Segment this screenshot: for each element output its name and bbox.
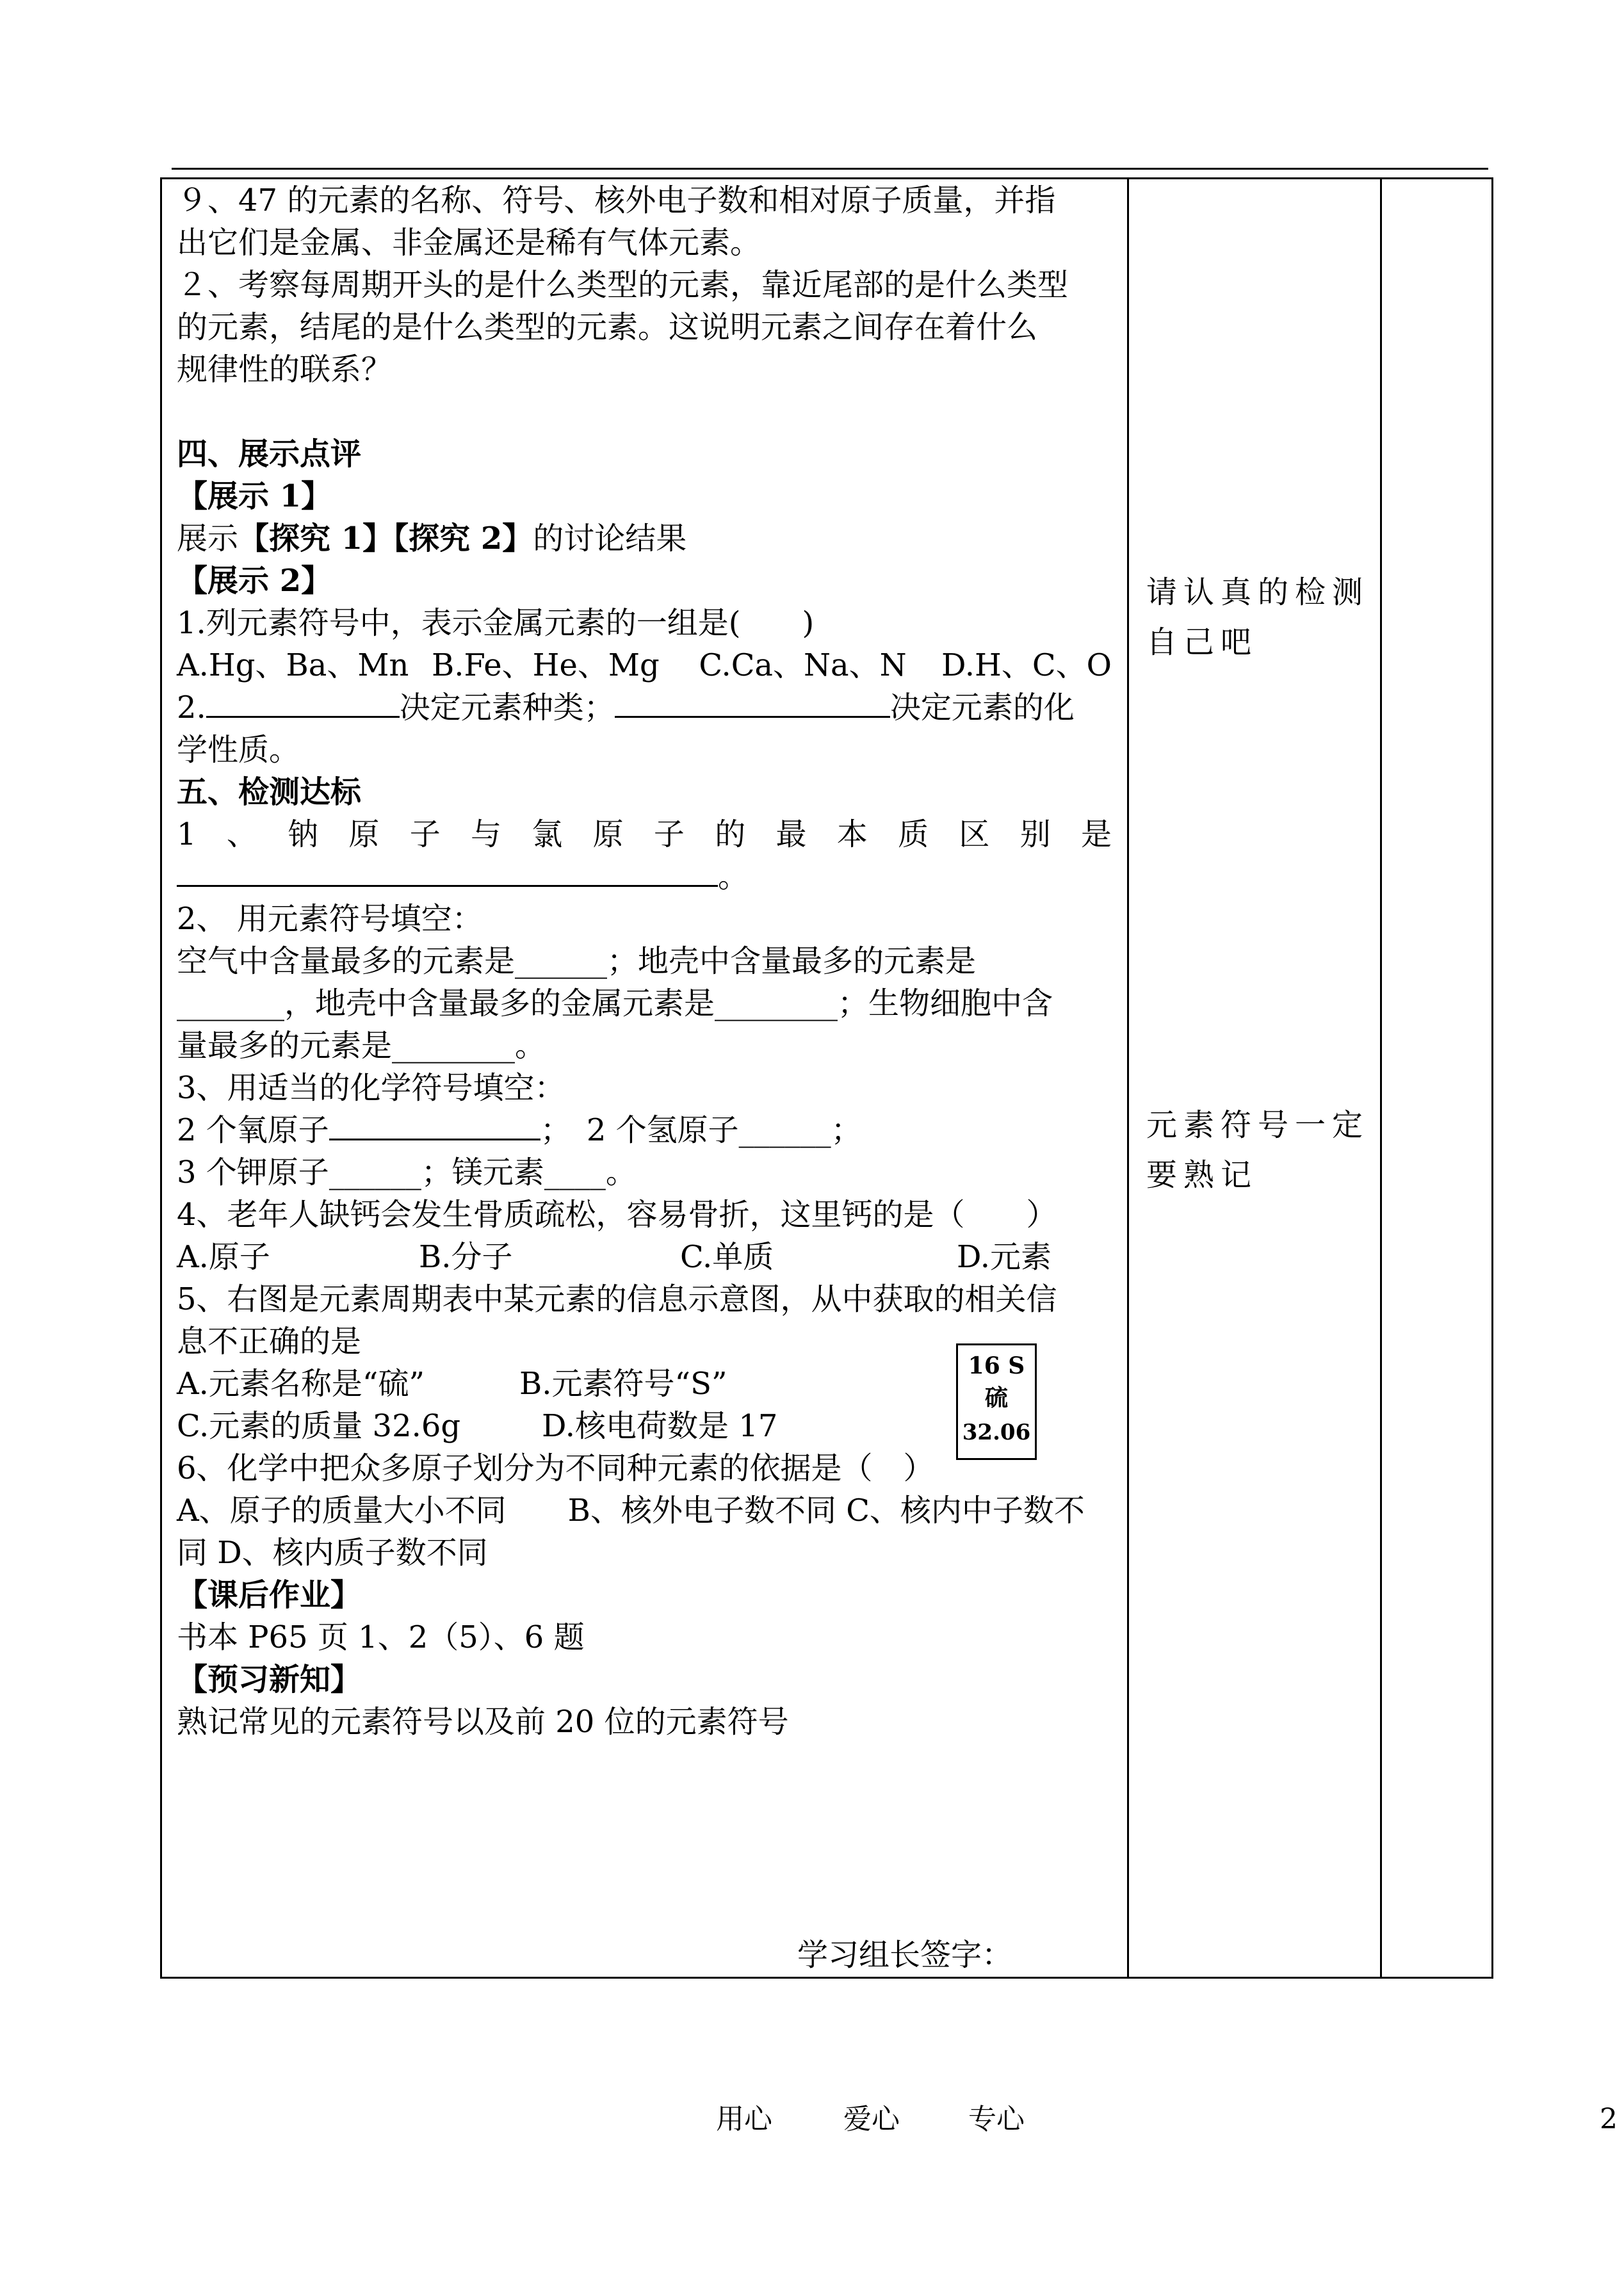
display-1-text: 展示【探究 1】【探究 2】的讨论结果 bbox=[177, 521, 687, 556]
option-d: D.H、C、O bbox=[941, 647, 1112, 683]
column-divider-1 bbox=[1127, 177, 1129, 1979]
display-2-title: 【展示 2】 bbox=[177, 563, 332, 599]
element-name: 硫 bbox=[984, 1384, 1008, 1411]
question-line: 的元素，结尾的是什么类型的元素。这说明元素之间存在着什么 bbox=[177, 309, 1038, 345]
option-a: A.Hg、Ba、Mn bbox=[177, 647, 409, 683]
test-question-1: 1 、 钠 原 子 与 氯 原 子 的 最 本 质 区 别 是 bbox=[177, 816, 1112, 852]
option-a: A.原子 bbox=[177, 1239, 270, 1275]
display-2-question-2-cont: 学性质。 bbox=[177, 732, 300, 768]
test-question-3-line: 2 个氧原子 ； 2 个氢原子______； bbox=[177, 1109, 1112, 1151]
test-question-5: 5、右图是元素周期表中某元素的信息示意图，从中获取的相关信 bbox=[177, 1281, 1057, 1317]
test-question-6-options: A、原子的质量大小不同 B、核外电子数不同 C、核内中子数不 bbox=[177, 1493, 1085, 1529]
test-question-5-options: A.元素名称是“硫” B.元素符号“S” bbox=[177, 1366, 727, 1402]
homework-title: 【课后作业】 bbox=[177, 1577, 362, 1613]
test-question-4-options bbox=[177, 1236, 1112, 1278]
answer-blank bbox=[615, 688, 890, 718]
footer-word-1: 用心 bbox=[716, 2103, 772, 2136]
test-question-5-options: C.元素的质量 32.6g D.核电荷数是 17 bbox=[177, 1408, 778, 1444]
test-question-4: 4、老年人缺钙会发生骨质疏松，容易骨折，这里钙的是（ ） bbox=[177, 1197, 1057, 1233]
test-question-2-title: 2、 用元素符号填空： bbox=[177, 901, 483, 937]
answer-blank bbox=[177, 857, 718, 887]
section-title-display: 四、展示点评 bbox=[177, 436, 362, 472]
preview-title: 【预习新知】 bbox=[177, 1662, 362, 1698]
side-note-check: 请认真的检测 自己吧 bbox=[1146, 574, 1370, 660]
element-number-symbol: 16 S bbox=[968, 1352, 1025, 1379]
page-number: 2 bbox=[1600, 2103, 1618, 2136]
option-d: D.元素 bbox=[957, 1239, 1052, 1275]
question-line: 出它们是金属、非金属还是稀有气体元素。 bbox=[177, 225, 761, 261]
option-b: B.Fe、He、Mg bbox=[432, 647, 660, 683]
display-2-question-1: 1.列元素符号中，表示金属元素的一组是( ) bbox=[177, 605, 815, 641]
preview-text: 熟记常见的元素符号以及前 20 位的元素符号 bbox=[177, 1704, 789, 1740]
test-question-6-options: 同 D、核内质子数不同 bbox=[177, 1535, 488, 1571]
question-line: 规律性的联系？ bbox=[177, 352, 393, 387]
option-c: C.Ca、Na、N bbox=[699, 647, 907, 683]
section-title-test: 五、检测达标 bbox=[177, 774, 362, 810]
footer-word-3: 专心 bbox=[968, 2103, 1025, 2136]
signature-label: 学习组长签字： bbox=[797, 1937, 1013, 1973]
side-note-memorize: 元素符号一定 要熟记 bbox=[1146, 1107, 1370, 1193]
display-2-options bbox=[177, 644, 1112, 686]
display-2-question-2: 2. 决定元素种类； 决定元素的化 bbox=[177, 686, 1112, 729]
option-b: B.分子 bbox=[419, 1239, 513, 1275]
test-question-2-line: 量最多的元素是________。 bbox=[177, 1028, 546, 1064]
main-content-cell bbox=[177, 179, 1112, 1743]
periodic-element-tile bbox=[956, 1343, 1037, 1460]
footer-word-2: 爱心 bbox=[843, 2103, 900, 2136]
header-rule bbox=[172, 168, 1488, 170]
element-mass: 32.06 bbox=[962, 1420, 1031, 1445]
answer-blank bbox=[206, 688, 400, 718]
test-question-1-blank: 。 bbox=[177, 856, 1112, 898]
question-line: ２、考察每周期开头的是什么类型的元素，靠近尾部的是什么类型 bbox=[177, 267, 1069, 303]
test-question-3-title: 3、用适当的化学符号填空： bbox=[177, 1070, 565, 1106]
column-divider-2 bbox=[1380, 177, 1382, 1979]
display-1-title: 【展示 1】 bbox=[177, 478, 332, 514]
answer-blank bbox=[329, 1110, 540, 1140]
test-question-3-line: 3 个钾原子______；镁元素____。 bbox=[177, 1155, 637, 1190]
test-question-6: 6、化学中把众多原子划分为不同种元素的依据是（ ） bbox=[177, 1450, 934, 1486]
test-question-2-line: _______，地壳中含量最多的金属元素是________；生物细胞中含 bbox=[177, 985, 1053, 1021]
option-c: C.单质 bbox=[680, 1239, 774, 1275]
test-question-2-line: 空气中含量最多的元素是______；地壳中含量最多的元素是 bbox=[177, 943, 977, 979]
question-line: ９、47 的元素的名称、符号、核外电子数和相对原子质量，并指 bbox=[177, 182, 1056, 218]
homework-text: 书本 P65 页 1、2（5）、6 题 bbox=[177, 1619, 585, 1655]
test-question-5-cont: 息不正确的是 bbox=[177, 1324, 362, 1359]
